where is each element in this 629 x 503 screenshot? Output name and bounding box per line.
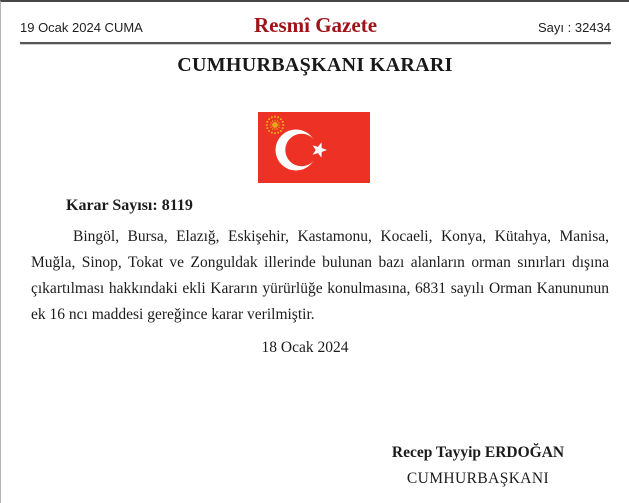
decision-number: Karar Sayısı: 8119 <box>66 197 193 214</box>
flag-image <box>258 112 370 183</box>
gazette-title: Resmî Gazete <box>253 13 378 37</box>
signatory-role: CUMHURBAŞKANI <box>406 470 550 487</box>
signature-block <box>328 440 628 492</box>
document-title: CUMHURBAŞKANI KARARI <box>177 54 453 76</box>
crescent-cutout <box>285 134 317 166</box>
decision-body-text: Bingöl, Bursa, Elazığ, Eskişehir, Kastamonu, Kocaeli, Konya, Kütahya, Manisa, Muğla, Sinop, Tokat ve Zonguldak illerinde bulunan bazı alanların orman sınırları dışına çıkartılması hakkındaki ekli Kararın yürürlüğe konulmasına, 6831 sayılı Orman Kanununun ek 16 ncı maddesi gereğince karar verilmiştir. <box>31 228 609 323</box>
issue-number: Sayı : 32434 <box>538 20 611 35</box>
decision-date: 18 Ocak 2024 <box>261 339 349 356</box>
signatory-name: Recep Tayyip ERDOĞAN <box>391 444 565 461</box>
masthead <box>20 13 611 38</box>
turkish-presidential-flag <box>258 112 370 183</box>
issue-date: 19 Ocak 2024 CUMA <box>20 20 143 35</box>
header-divider <box>20 42 611 45</box>
